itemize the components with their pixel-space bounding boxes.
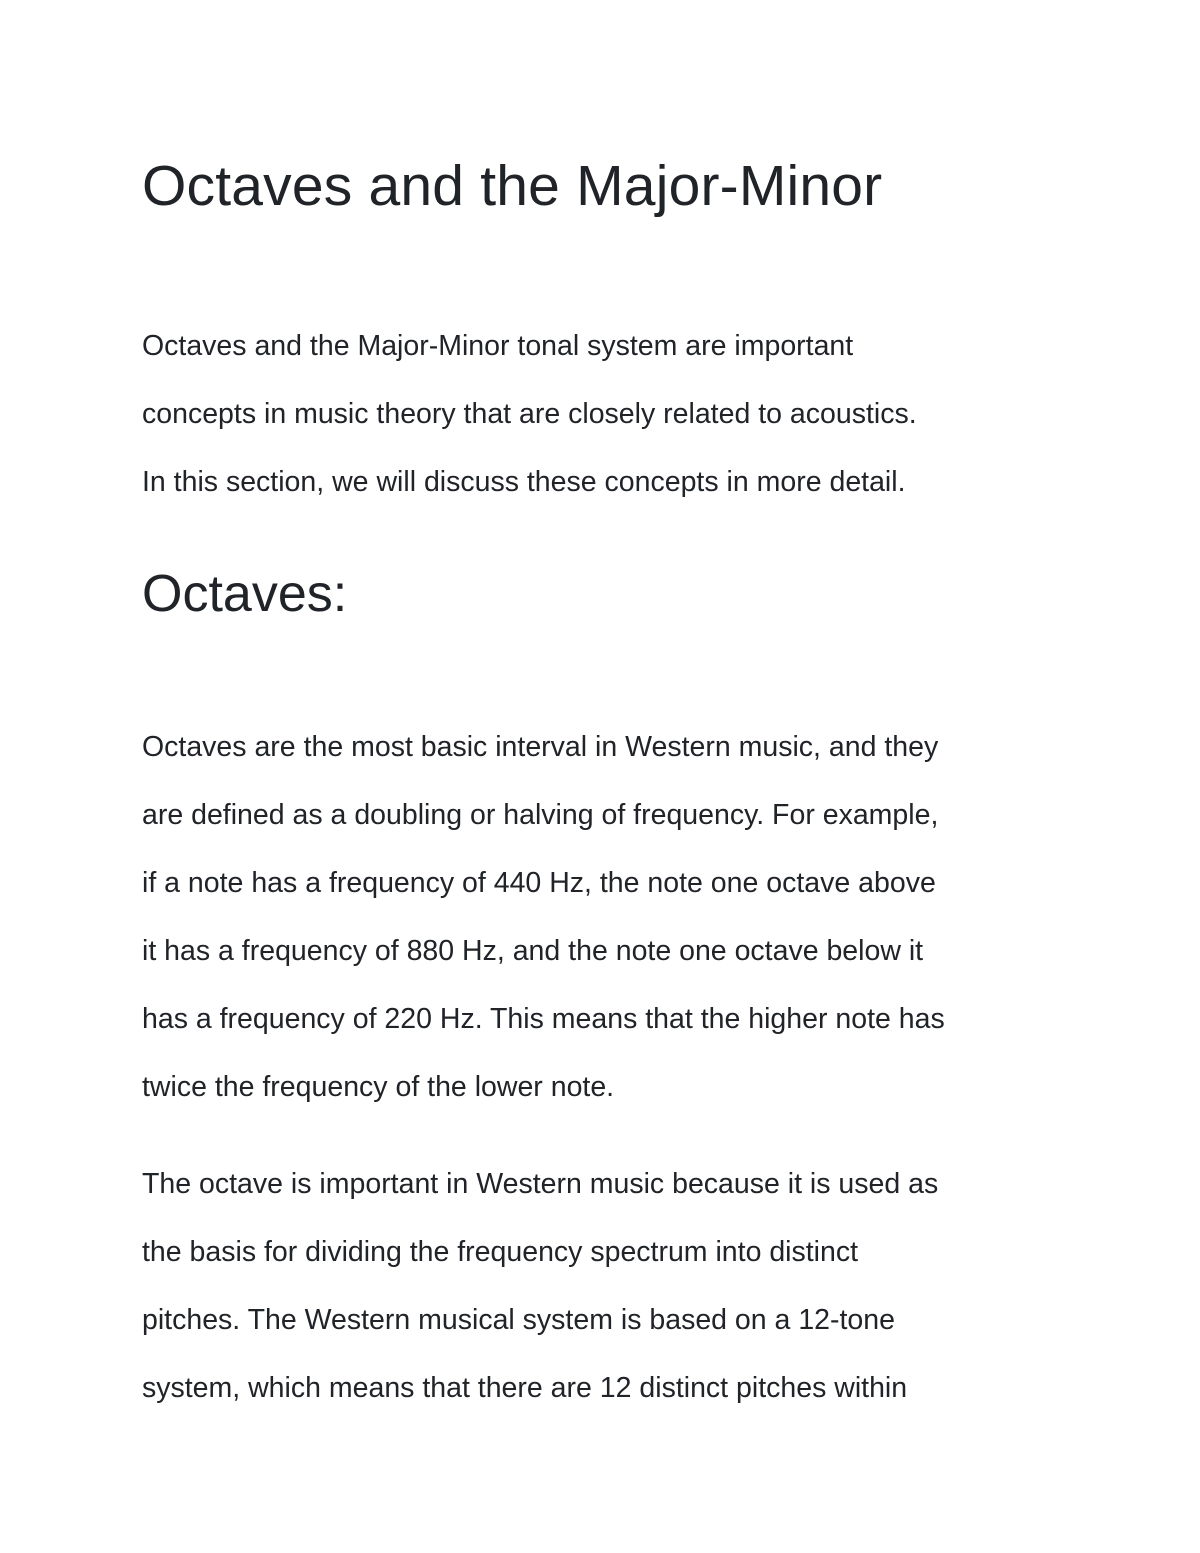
paragraph-line: if a note has a frequency of 440 Hz, the note one octave above	[142, 867, 936, 899]
paragraph-line: Octaves are the most basic interval in Western music, and they	[142, 731, 939, 763]
paragraph-line: it has a frequency of 880 Hz, and the note one octave below it	[142, 935, 924, 967]
paragraph-line: has a frequency of 220 Hz. This means that the higher note has	[142, 1003, 945, 1035]
paragraph-line: system, which means that there are 12 distinct pitches within	[142, 1372, 908, 1404]
paragraph-line: twice the frequency of the lower note.	[142, 1071, 615, 1103]
document-content	[142, 150, 1072, 1422]
octaves-paragraph-1	[142, 713, 1072, 1121]
octaves-paragraph-2	[142, 1150, 1072, 1422]
intro-line: In this section, we will discuss these concepts in more detail.	[142, 466, 906, 498]
intro-line: concepts in music theory that are closely related to acoustics.	[142, 398, 917, 430]
paragraph-line: are defined as a doubling or halving of frequency. For example,	[142, 799, 939, 831]
section-heading-octaves: Octaves:	[142, 565, 348, 623]
document-title: Octaves and the Major-Minor	[142, 154, 883, 218]
paragraph-line: The octave is important in Western music because it is used as	[142, 1168, 939, 1200]
intro-paragraph	[142, 312, 1072, 516]
paragraph-line: pitches. The Western musical system is based on a 12-tone	[142, 1304, 895, 1336]
paragraph-line: the basis for dividing the frequency spectrum into distinct	[142, 1236, 859, 1268]
intro-line: Octaves and the Major-Minor tonal system are important	[142, 330, 854, 362]
